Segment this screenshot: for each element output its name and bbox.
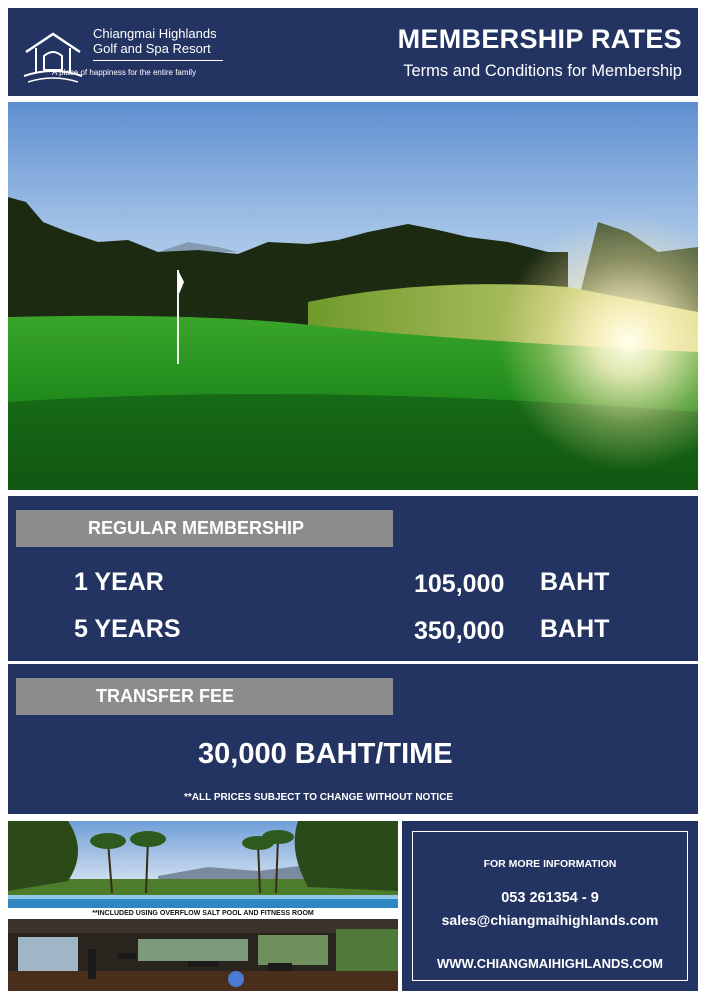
- transfer-fee-label: TRANSFER FEE: [96, 686, 235, 706]
- price-1-year: 105,000: [414, 570, 505, 598]
- price-change-notice: **ALL PRICES SUBJECT TO CHANGE WITHOUT NOTICE: [184, 792, 454, 803]
- currency-5-years: BAHT: [540, 615, 610, 643]
- pool-photo: [8, 821, 398, 919]
- header-banner: [8, 8, 698, 96]
- brand-name-line1: Chiangmai Highlands: [93, 26, 217, 41]
- regular-membership-label: REGULAR MEMBERSHIP: [88, 518, 305, 538]
- page-subtitle: Terms and Conditions for Membership: [403, 62, 682, 80]
- contact-info-panel: [402, 821, 698, 991]
- pool-illustration: [8, 821, 398, 919]
- pool-caption: **INCLUDED USING OVERFLOW SALT POOL AND FITNESS ROOM: [8, 908, 398, 919]
- transfer-fee-panel: [8, 664, 698, 814]
- regular-membership-label-bar: [16, 510, 393, 547]
- golf-course-photo: [8, 102, 698, 490]
- website-link[interactable]: WWW.CHIANGMAIHIGHLANDS.COM: [436, 956, 664, 971]
- brand-tagline: A place of happiness for the entire family: [52, 68, 197, 77]
- currency-1-year: BAHT: [540, 568, 610, 596]
- more-info-heading: FOR MORE INFORMATION: [483, 858, 617, 870]
- resort-logo-icon: [22, 26, 84, 86]
- page-title: MEMBERSHIP RATES: [397, 24, 682, 54]
- term-5-years: 5 YEARS: [74, 615, 181, 643]
- gym-illustration: [8, 919, 398, 991]
- regular-membership-panel: [8, 496, 698, 661]
- term-1-year: 1 YEAR: [74, 568, 164, 596]
- transfer-fee-amount: 30,000 BAHT/TIME: [198, 738, 453, 770]
- fitness-room-photo: [8, 919, 398, 991]
- brand-name-line2: Golf and Spa Resort: [93, 41, 211, 56]
- email-link[interactable]: sales@chiangmaihighlands.com: [441, 912, 659, 928]
- price-5-years: 350,000: [414, 617, 505, 645]
- contact-frame: [412, 831, 688, 981]
- brand-divider: [93, 60, 223, 61]
- phone-number[interactable]: 053 261354 - 9: [501, 890, 599, 906]
- transfer-fee-label-bar: [16, 678, 393, 715]
